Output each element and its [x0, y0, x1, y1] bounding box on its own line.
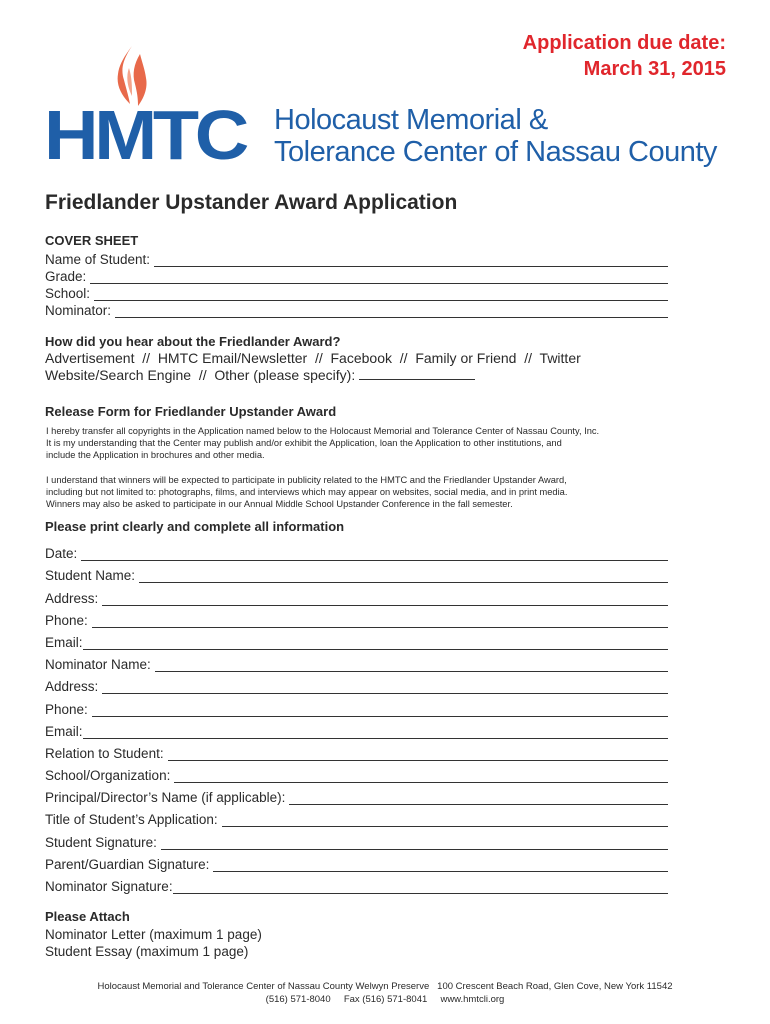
- attachments-list: [45, 926, 262, 960]
- hear-about-options: [45, 350, 581, 384]
- nominator-address-field[interactable]: Address:: [45, 672, 668, 694]
- student-signature-field[interactable]: Student Signature:: [45, 827, 668, 849]
- parent-guardian-signature-field[interactable]: Parent/Guardian Signature:: [45, 850, 668, 872]
- hear-options-line2: Website/Search Engine // Other (please specify):: [45, 367, 581, 384]
- due-date: [523, 30, 726, 82]
- release-paragraph-2: I understand that winners will be expected to participate in publicity related to the HMTC and the Friedlander Upstander Award, including but not limited to: photographs, films, and interviews which may appear on websites, social media, and in print media. Winners may also be asked to participate in our Annual Middle School Upstander Conference in the fall semester.: [46, 475, 568, 509]
- release-form-heading: Release Form for Friedlander Upstander Award: [45, 404, 337, 419]
- hear-about-heading: How did you hear about the Friedlander Award?: [45, 334, 341, 349]
- print-clearly-heading: Please print clearly and complete all information: [45, 519, 345, 534]
- attachment-item: Student Essay (maximum 1 page): [45, 944, 249, 959]
- cover-sheet-heading: COVER SHEET: [45, 233, 139, 248]
- student-name-field[interactable]: Name of Student:: [45, 250, 668, 267]
- cover-sheet-fields: [45, 250, 668, 318]
- organization-name-line1: Holocaust Memorial &: [274, 104, 548, 136]
- school-field[interactable]: School:: [45, 284, 668, 301]
- information-fields: [45, 539, 668, 894]
- please-attach-heading: Please Attach: [45, 909, 130, 924]
- student-address-field[interactable]: Address:: [45, 583, 668, 605]
- principal-director-name-field[interactable]: Principal/Director’s Name (if applicable):: [45, 783, 668, 805]
- nominator-name-field[interactable]: Nominator Name:: [45, 650, 668, 672]
- grade-field[interactable]: Grade:: [45, 267, 668, 284]
- application-title-field[interactable]: Title of Student’s Application:: [45, 805, 668, 827]
- nominator-signature-field[interactable]: Nominator Signature:: [45, 872, 668, 894]
- release-paragraph-1: I hereby transfer all copyrights in the Application named below to the Holocaust Memorial and Tolerance Center of Nassau County, Inc. It is my understanding that the Center may publish and/or exhibit the Application, loan the Application to other institutions, and include the Application in brochures and other media.: [46, 426, 600, 460]
- due-date-value: March 31, 2015: [583, 58, 726, 80]
- attachment-item: Nominator Letter (maximum 1 page): [45, 927, 262, 942]
- relation-to-student-field[interactable]: Relation to Student:: [45, 739, 668, 761]
- student-email-field[interactable]: Email:: [45, 628, 668, 650]
- date-field[interactable]: Date:: [45, 539, 668, 561]
- nominator-email-field[interactable]: Email:: [45, 717, 668, 739]
- footer-address: Holocaust Memorial and Tolerance Center of Nassau County Welwyn Preserve 100 Crescent Beach Road, Glen Cove, New York 11542: [97, 981, 673, 992]
- school-organization-field[interactable]: School/Organization:: [45, 761, 668, 783]
- nominator-field[interactable]: Nominator:: [45, 301, 668, 318]
- nominator-phone-field[interactable]: Phone:: [45, 694, 668, 716]
- organization-name-line2: Tolerance Center of Nassau County: [274, 136, 717, 168]
- form-title: Friedlander Upstander Award Application: [45, 191, 458, 214]
- organization-name: [274, 104, 717, 168]
- logo-wordmark: HMTC: [44, 96, 246, 174]
- student-phone-field[interactable]: Phone:: [45, 606, 668, 628]
- hear-options-line1: Advertisement // HMTC Email/Newsletter // Facebook // Family or Friend // Twitter: [45, 350, 581, 366]
- due-date-label: Application due date:: [522, 32, 726, 54]
- other-specify-field[interactable]: [359, 367, 475, 380]
- footer: [0, 980, 770, 1006]
- student-name-info-field[interactable]: Student Name:: [45, 561, 668, 583]
- footer-contact: (516) 571-8040 Fax (516) 571-8041 www.hmtcli.org: [265, 994, 505, 1005]
